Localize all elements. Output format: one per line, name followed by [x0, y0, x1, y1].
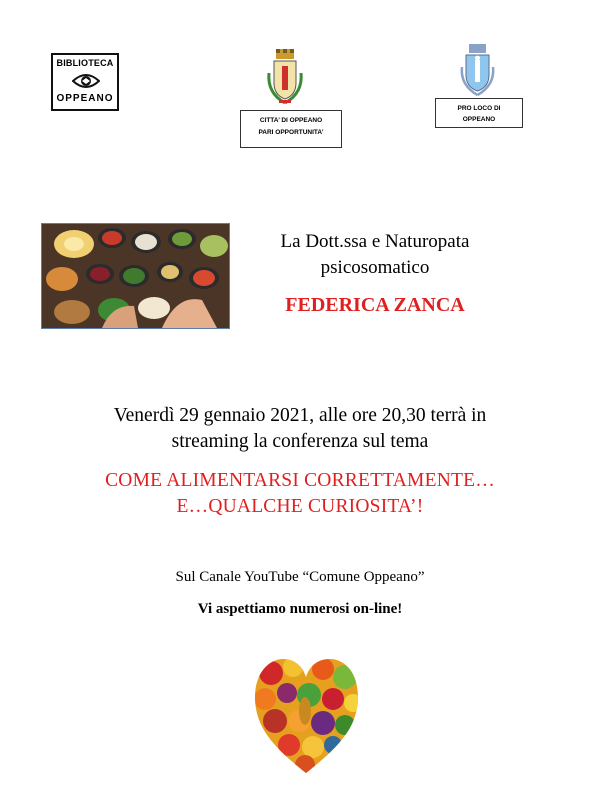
topic-line2: E…QUALCHE CURIOSITA’!	[176, 496, 424, 517]
food-photo	[41, 223, 230, 329]
eye-book-icon	[72, 70, 100, 92]
city-crest-icon	[263, 47, 307, 107]
speaker-name: FEDERICA ZANCA	[285, 294, 465, 316]
biblioteca-logo-line1: BIBLIOTECA	[56, 58, 114, 68]
fruit-heart-image	[253, 655, 360, 775]
youtube-channel-text: Sul Canale YouTube “Comune Oppeano”	[175, 569, 425, 585]
proloco-label-line2: OPPEANO	[462, 116, 496, 123]
invite-text: Vi aspettiamo numerosi on-line!	[197, 601, 403, 617]
proloco-label-line1: PRO LOCO DI	[457, 105, 501, 112]
biblioteca-logo	[51, 53, 119, 111]
proloco-crest-icon	[457, 43, 498, 99]
event-line1: Venerdì 29 gennaio 2021, alle ore 20,30 terrà in	[113, 405, 487, 426]
city-label-line2: PARI OPPORTUNITA’	[258, 129, 324, 136]
event-line2: streaming la conferenza sul tema	[171, 431, 429, 452]
proloco-label	[435, 98, 523, 128]
speaker-title-line2: psicosomatico	[320, 257, 430, 278]
topic-line1: COME ALIMENTARSI CORRETTAMENTE…	[105, 470, 495, 491]
biblioteca-logo-line2: OPPEANO	[56, 93, 114, 104]
speaker-title-line1: La Dott.ssa e Naturopata	[280, 231, 470, 252]
city-label	[240, 110, 342, 148]
city-label-line1: CITTA’ DI OPPEANO	[259, 117, 323, 124]
food-bowls-image	[42, 224, 229, 328]
